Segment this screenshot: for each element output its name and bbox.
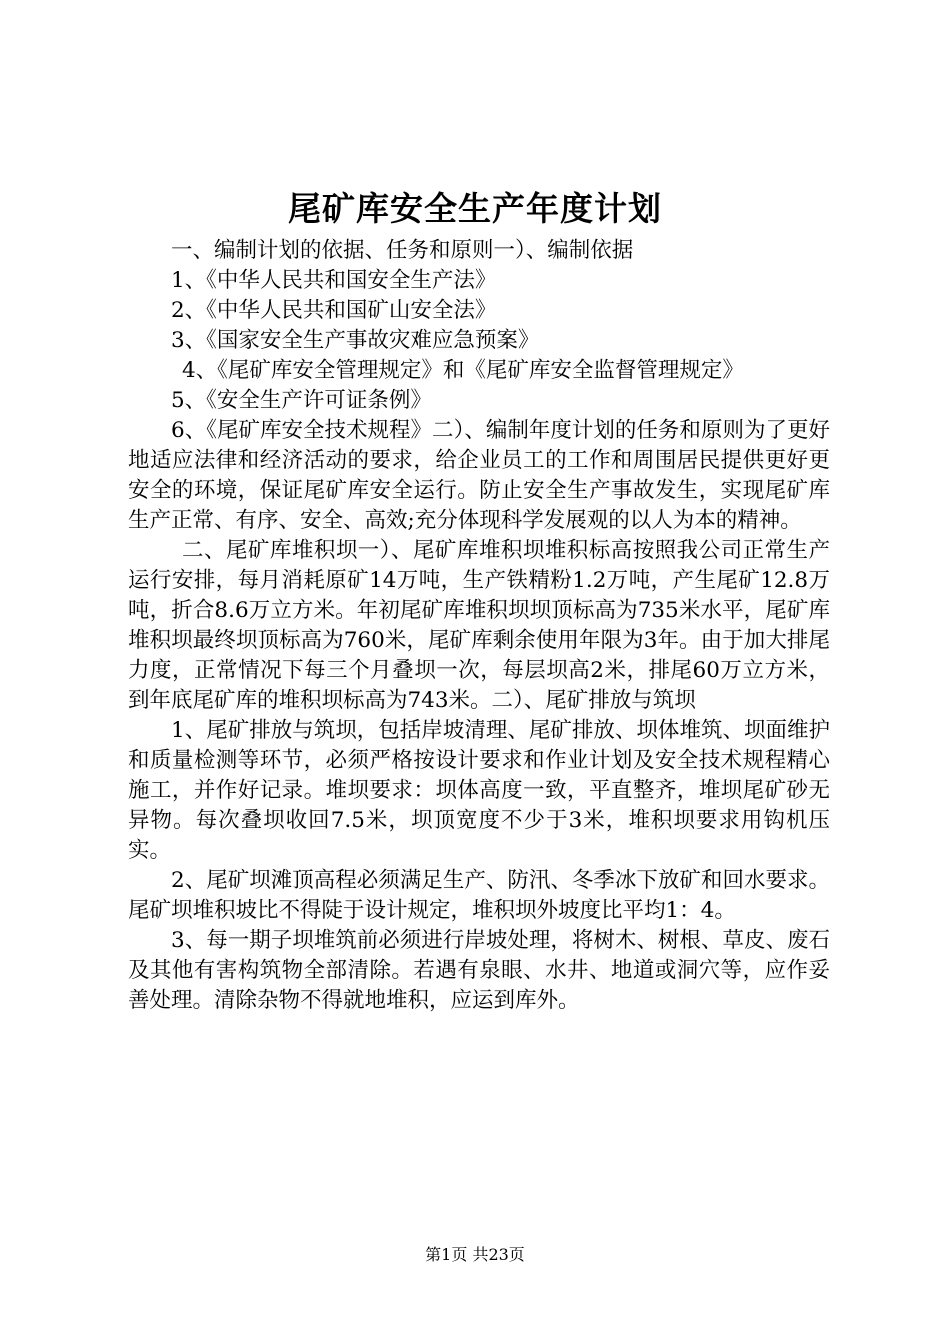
paragraph-basis-2: 2、《中华人民共和国矿山安全法》 (171, 298, 497, 323)
paragraph-basis-5: 5、《安全生产许可证条例》 (171, 388, 432, 413)
paragraph-dam-rule-1: 1、尾矿排放与筑坝，包括岸坡清理、尾矿排放、坝体堆筑、坝面维护和质量检测等环节，必须严格按设计要求和作业计划及安全技术规程精心施工，并作好记录。堆坝要求：坝体高度一致，平直整齐，堆坝尾矿砂无异物。每次叠坝收回7.5米，坝顶宽度不少于3米，堆积坝要求用钩机压实。 (128, 718, 830, 863)
document-title: 尾矿库安全生产年度计划 (288, 189, 662, 228)
paragraph-dam-rule-2: 2、尾矿坝滩顶高程必须满足生产、防汛、冬季冰下放矿和回水要求。尾矿坝堆积坡比不得陡于设计规定，堆积坝外坡度比平均1：4。 (128, 868, 830, 923)
paragraph-basis-4: 4、《尾矿库安全管理规定》和《尾矿库安全监督管理规定》 (182, 358, 744, 383)
page-number: 第1页 共23页 (425, 1245, 525, 1264)
paragraph-dam-rule-3: 3、每一期子坝堆筑前必须进行岸坡处理，将树木、树根、草皮、废石及其他有害构筑物全部清除。若遇有泉眼、水井、地道或洞穴等，应作妥善处理。清除杂物不得就地堆积，应运到库外。 (128, 928, 830, 1013)
paragraph-section-2-dam: 二、尾矿库堆积坝一）、尾矿库堆积坝堆积标高按照我公司正常生产运行安排，每月消耗原矿14万吨，生产铁精粉1.2万吨，产生尾矿12.8万吨，折合8.6万立方米。年初尾矿库堆积坝坝顶标高为735米水平，尾矿库堆积坝最终坝顶标高为760米，尾矿库剩余使用年限为3年。由于加大排尾力度，正常情况下每三个月叠坝一次，每层坝高2米，排尾60万立方米，到年底尾矿库的堆积坝标高为743米。二）、尾矿排放与筑坝 (128, 538, 830, 713)
paragraph-basis-1: 1、《中华人民共和国安全生产法》 (171, 268, 497, 293)
paragraph-basis-6-tasks: 6、《尾矿库安全技术规程》二）、编制年度计划的任务和原则为了更好地适应法律和经济活动的要求，给企业员工的工作和周围居民提供更好更安全的环境，保证尾矿库安全运行。防止安全生产事故发生，实现尾矿库生产正常、有序、安全、高效;充分体现科学发展观的以人为本的精神。 (128, 418, 830, 533)
paragraph-basis-3: 3、《国家安全生产事故灾难应急预案》 (171, 328, 540, 353)
paragraph-section-1-heading: 一、编制计划的依据、任务和原则一）、编制依据 (171, 238, 634, 263)
document-body (128, 236, 830, 1016)
